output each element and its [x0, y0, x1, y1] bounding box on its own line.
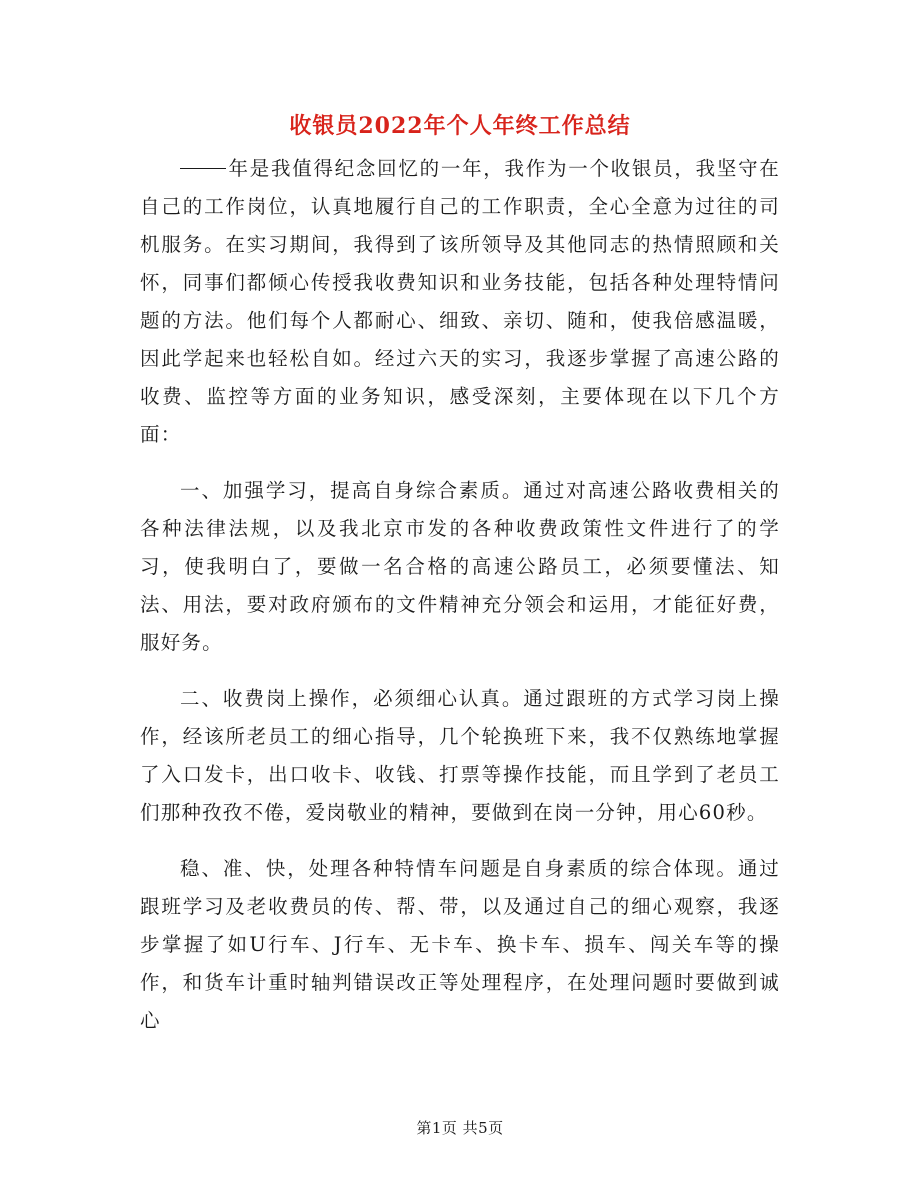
- blank-year-underline: [180, 168, 226, 169]
- paragraph-section-1: 一、加强学习，提高自身综合素质。通过对高速公路收费相关的各种法律法规，以及我北京市发的各种收费政策性文件进行了的学习，使我明白了，要做一名合格的高速公路员工，必须要懂法、知法、用法，要对政府颁布的文件精神充分领会和运用，才能征好费，服好务。: [140, 479, 780, 654]
- paragraph-intro: [140, 150, 780, 454]
- paragraph-intro-text: 年是我值得纪念回忆的一年，我作为一个收银员，我坚守在自己的工作岗位，认真地履行自己的工作职责，全心全意为过往的司机服务。在实习期间，我得到了该所领导及其他同志的热情照顾和关怀，同事们都倾心传授我收费知识和业务技能，包括各种处理特情问题的方法。他们每个人都耐心、细致、亲切、随和，使我倍感温暖，因此学起来也轻松自如。经过六天的实习，我逐步掌握了高速公路的收费、监控等方面的业务知识，感受深刻，主要体现在以下几个方面：: [140, 157, 780, 446]
- document-body: [140, 150, 780, 1040]
- paragraph-section-3: 稳、准、快，处理各种特情车问题是自身素质的综合体现。通过跟班学习及老收费员的传、帮、带，以及通过自己的细心观察，我逐步掌握了如U行车、J行车、无卡车、换卡车、损车、闯关车等的操作，和货车计重时轴判错误改正等处理程序，在处理问题时要做到诚心: [140, 857, 780, 1032]
- document-title: 收银员2022年个人年终工作总结: [289, 113, 631, 139]
- page-number-footer: 第1页 共5页: [416, 1119, 504, 1137]
- paragraph-section-2: 二、收费岗上操作，必须细心认真。通过跟班的方式学习岗上操作，经该所老员工的细心指导，几个轮换班下来，我不仅熟练地掌握了入口发卡，出口收卡、收钱、打票等操作技能，而且学到了老员工们那种孜孜不倦，爱岗敬业的精神，要做到在岗一分钟，用心60秒。: [140, 687, 780, 824]
